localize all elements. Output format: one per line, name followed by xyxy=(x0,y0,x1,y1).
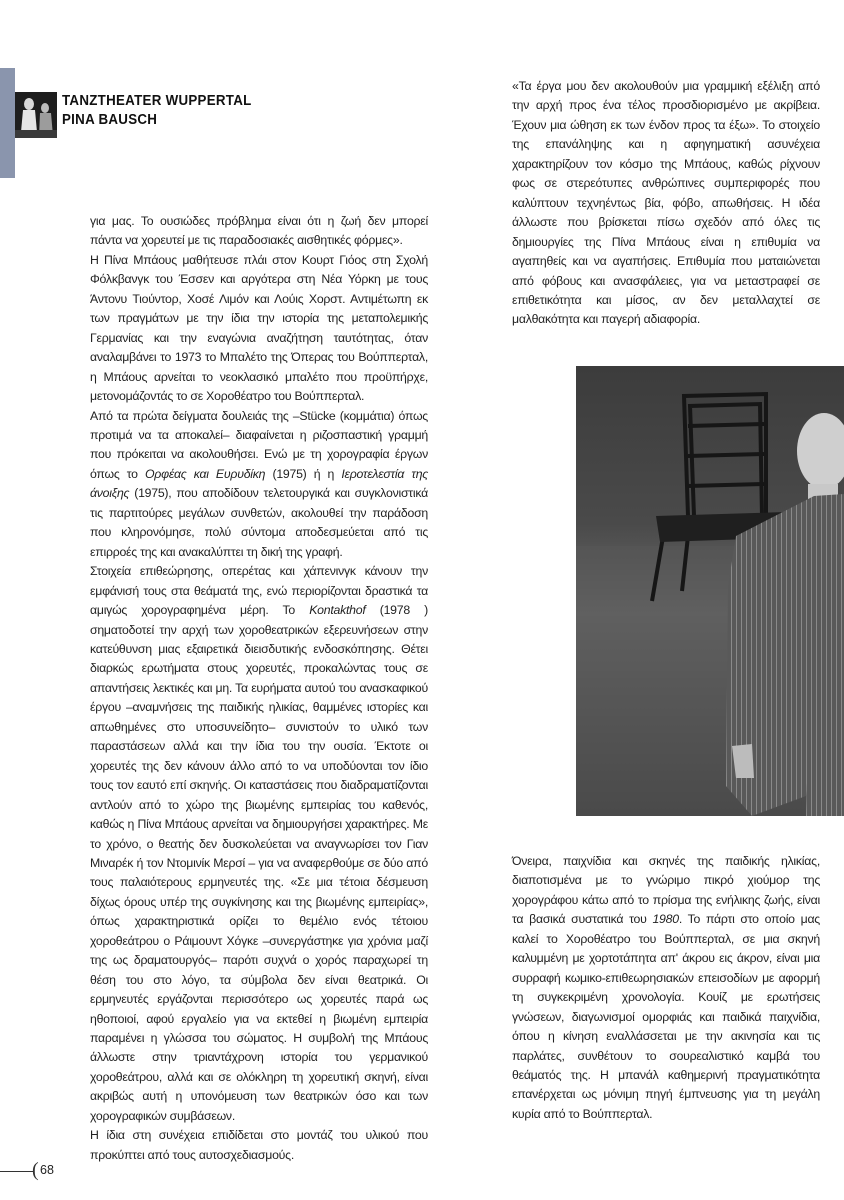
paragraph: για μας. Το ουσιώδες πρόβλημα είναι ότι η ζωή δεν μπορεί πάντα να χορευτεί με τις παραδοσιακές αισθητικές φόρμες». xyxy=(90,214,428,248)
left-text-column xyxy=(90,212,428,1165)
masthead-thumbnail-photo xyxy=(15,92,57,138)
work-title-kontakthof: Kontakthof xyxy=(309,603,366,618)
masthead-line-1: TANZTHEATER WUPPERTAL xyxy=(62,93,252,109)
performance-photo xyxy=(576,366,844,816)
right-text-column-bottom xyxy=(512,852,820,1124)
paragraph: Η ίδια στη συνέχεια επιδίδεται στο μοντάζ του υλικού που προκύπτει από τους αυτοσχεδιασμούς. xyxy=(90,1128,428,1162)
paragraph xyxy=(90,562,428,1126)
page-number: 68 xyxy=(40,1163,54,1177)
paragraph: Η Πίνα Μπάους μαθήτευσε πλάι στον Κουρτ Γιόος στη Σχολή Φόλκβανγκ του Έσσεν και αργότερα στη Νέα Υόρκη με τους Άντονυ Τιούντορ, Χοσέ Λιμόν και Λούις Χορστ. Αντιμέτωπη εκ των πραγμάτων με την ίδια την ιστορία της μεταπολεμικής Γερμανίας και την εναγώνια αναζήτηση ταυτότητας, όταν αναλαμβάνει το 1973 το Μπαλέτο της Όπερας του Βούππερταλ, η Μπάους αρνείται το νεοκλασικό μπαλέτο που προϋπήρχε, μετονομάζοντάς το σε Χοροθέατρο του Βούππερταλ. xyxy=(90,252,428,404)
text-run: Όνειρα, παιχνίδια και σκηνές της παιδικής ηλικίας, διαποτισμένα με το γνώριμο πικρό χιούμορ της χορογράφου κάτω από το πρίσμα της ενήλικης ζωής, είναι τα βασικά συστατικά του xyxy=(512,854,820,927)
text-run: (1978 ) σηματοδοτεί την αρχή των χοροθεατρικών εξερευνήσεων στην κατεύθυνση μιας εξαιρετικά διεισδυτικής ενδοσκόπησης. Θέτει διαρκώς ερωτήματα στους χορευτές, προκαλώντας τους σε απαντήσεις λεκτικές και μη. Τα ευρήματα αυτού του ανασκαφικού έργου –αναμνήσεις της παιδικής ηλικίας, θαμμένες ιστορίες και απωθημένες στο υποσυνείδητο– συνιστούν το υλικό των παραστάσεων αλλά και την ίδια του την ουσία. Έκτοτε οι χορευτές της δεν κάνουν άλλο από το να υποδύονται τον ίδιο τους τον εαυτό επί σκηνής. Οι καταστάσεις που διαδραματίζονται αντλούν από το χώρο της βιωμένης εμπειρίας του καθενός, καθώς η Πίνα Μπάους αρνείται να δημιουργήσει χαρακτήρες. Με το χρόνο, ο θεατής δεν δυσκολεύεται να αναγνωρίσει τον Γιαν Μιναρέκ ή τον Ντομινίκ Μερσί – για να αναφερθούμε σε δύο από τους παλαιότερους ερμηνευτές της. «Σε μια τέτοια δέσμευση δίχως όρους υπέρ της συγκίνησης και της βιωμένης εμπειρίας», όπως χαρακτηριστικά ορίζει το θεμέλιο ενός τέτοιου χοροθεάτρου ο Ράιμουντ Χόγκε –συνεργάστηκε για χρόνια μαζί της ως δραματουργός– παρότι συχνά ο χορός παραχωρεί τη θέση του στο λόγο, τα σύμβολα δεν είναι θεατρικά. Οι ερμηνευτές εργάζονται περισσότερο ως χορευτές παρά ως ηθοποιοί, αφού εργαλείο για να εκτεθεί η βιωμένη εμπειρία παραμένει η γλώσσα του σώματος. Η συμβολή της Μπάους άλλωστε στην τριαντάχρονη ιστορία του γερμανικού χοροθεάτρου, αλλά και σε ολόκληρη τη χορευτική σκηνή, είναι ακριβώς αυτή η υπονόμευση των θεατρικών όσο και των χορογραφικών συμβάσεων. xyxy=(90,603,428,1123)
work-title-ierotelestia: Ιεροτελεστία της άνοιξης xyxy=(90,466,429,501)
paragraph: «Τα έργα μου δεν ακολουθούν μια γραμμική εξέλιξη από την αρχή προς ένα τέλος προσδιορισμένο με ακρίβεια. Έχουν μια ώθηση εκ των ένδον προς τα έξω». Το στοιχείο της επανάληψης και η αφηγηματική ασυνέχεια χαρακτηρίζουν τον κόσμο της Μπάους, καθώς ρίχνουν φως σε στερεότυπες ανθρώπινες συμπεριφορές που καλύπτουν τεχνηέντως βία, φόβο, απωθήσεις. Η ιδέα άλλωστε που βρίσκεται πίσω σχεδόν από όλες τις δημιουργίες της Πίνα Μπάους είναι η επιθυμία να αγαπηθείς και να αγαπήσεις. Επιθυμία που ματαιώνεται από φόβους και ανασφάλειες, για να μεταστραφεί σε επιθετικότητα και μίσος, αν δεν μεταλλαχτεί σε μαλθακότητα και παγερή αδιαφορία. xyxy=(512,79,820,327)
footer-rule xyxy=(0,1171,34,1172)
section-color-band xyxy=(0,68,15,178)
text-run: Από τα πρώτα δείγματα δουλειάς της –Stücke (κομμάτια) όπως προτιμά να τα αποκαλεί– διαφαίνεται η ριζοσπαστική γραμμή που πρόκειται να ακολουθήσει. Ενώ με τη χορογραφία έργων όπως το xyxy=(90,408,428,481)
text-run: (1975), που αποδίδουν τελετουργικά και συγκλονιστικά τις παρτιτούρες μεγάλων συνθετών, ακολουθεί την παράδοση που κληρονόμησε, πολύ σύντομα αποδεσμεύεται από τις επιρροές της και ανακαλύπτει τη δική της γραφή. xyxy=(90,486,428,559)
masthead xyxy=(62,92,268,130)
paragraph xyxy=(90,407,428,563)
right-text-column-top xyxy=(512,77,820,330)
text-run: . Το πάρτι στο οποίο μας καλεί το Χοροθέατρο του Βούππερταλ, σε μια σκηνή καλυμμένη με χορτοτάπητα απ' άκρου εις άκρον, είναι μια συρραφή κωμικο-επιθεωρησιακών επεισοδίων με αφορμή τη συγκεκριμένη χρονολογία. Κουίζ με ερωτήσεις γνώσεων, διαγωνισμοί ομορφιάς και παιδικά παιχνίδια, όπου η κίνηση εναλλάσσεται με την ακινησία και τις παρλάτες, συνθέτουν το σουρεαλιστικό καμβά του θεάματός της. Η μπανάλ καθημερινή πραγματικότητα επανέρχεται ως μόνιμη πηγή έμπνευσης για τη μεγάλη κυρία από το Βούππερταλ. xyxy=(512,912,820,1121)
paragraph xyxy=(512,852,820,1124)
masthead-line-2: PINA BAUSCH xyxy=(62,112,158,128)
work-title-orfeas: Ορφέας και Ευρυδίκη xyxy=(144,466,266,481)
text-run: Στοιχεία επιθεώρησης, οπερέτας και χάπενινγκ κάνουν την εμφάνισή τους στα θεάματά της, ενώ περιορίζονται δραστικά τα αμιγώς χορογραφημένα μέρη. Το xyxy=(90,564,428,618)
thumbnail-dancers-image xyxy=(15,92,57,138)
work-title-1980: 1980 xyxy=(652,912,679,927)
text-run: (1975) ή η xyxy=(265,466,342,481)
man-with-chair-image xyxy=(576,366,844,816)
footer-bracket: ( xyxy=(32,1159,39,1181)
